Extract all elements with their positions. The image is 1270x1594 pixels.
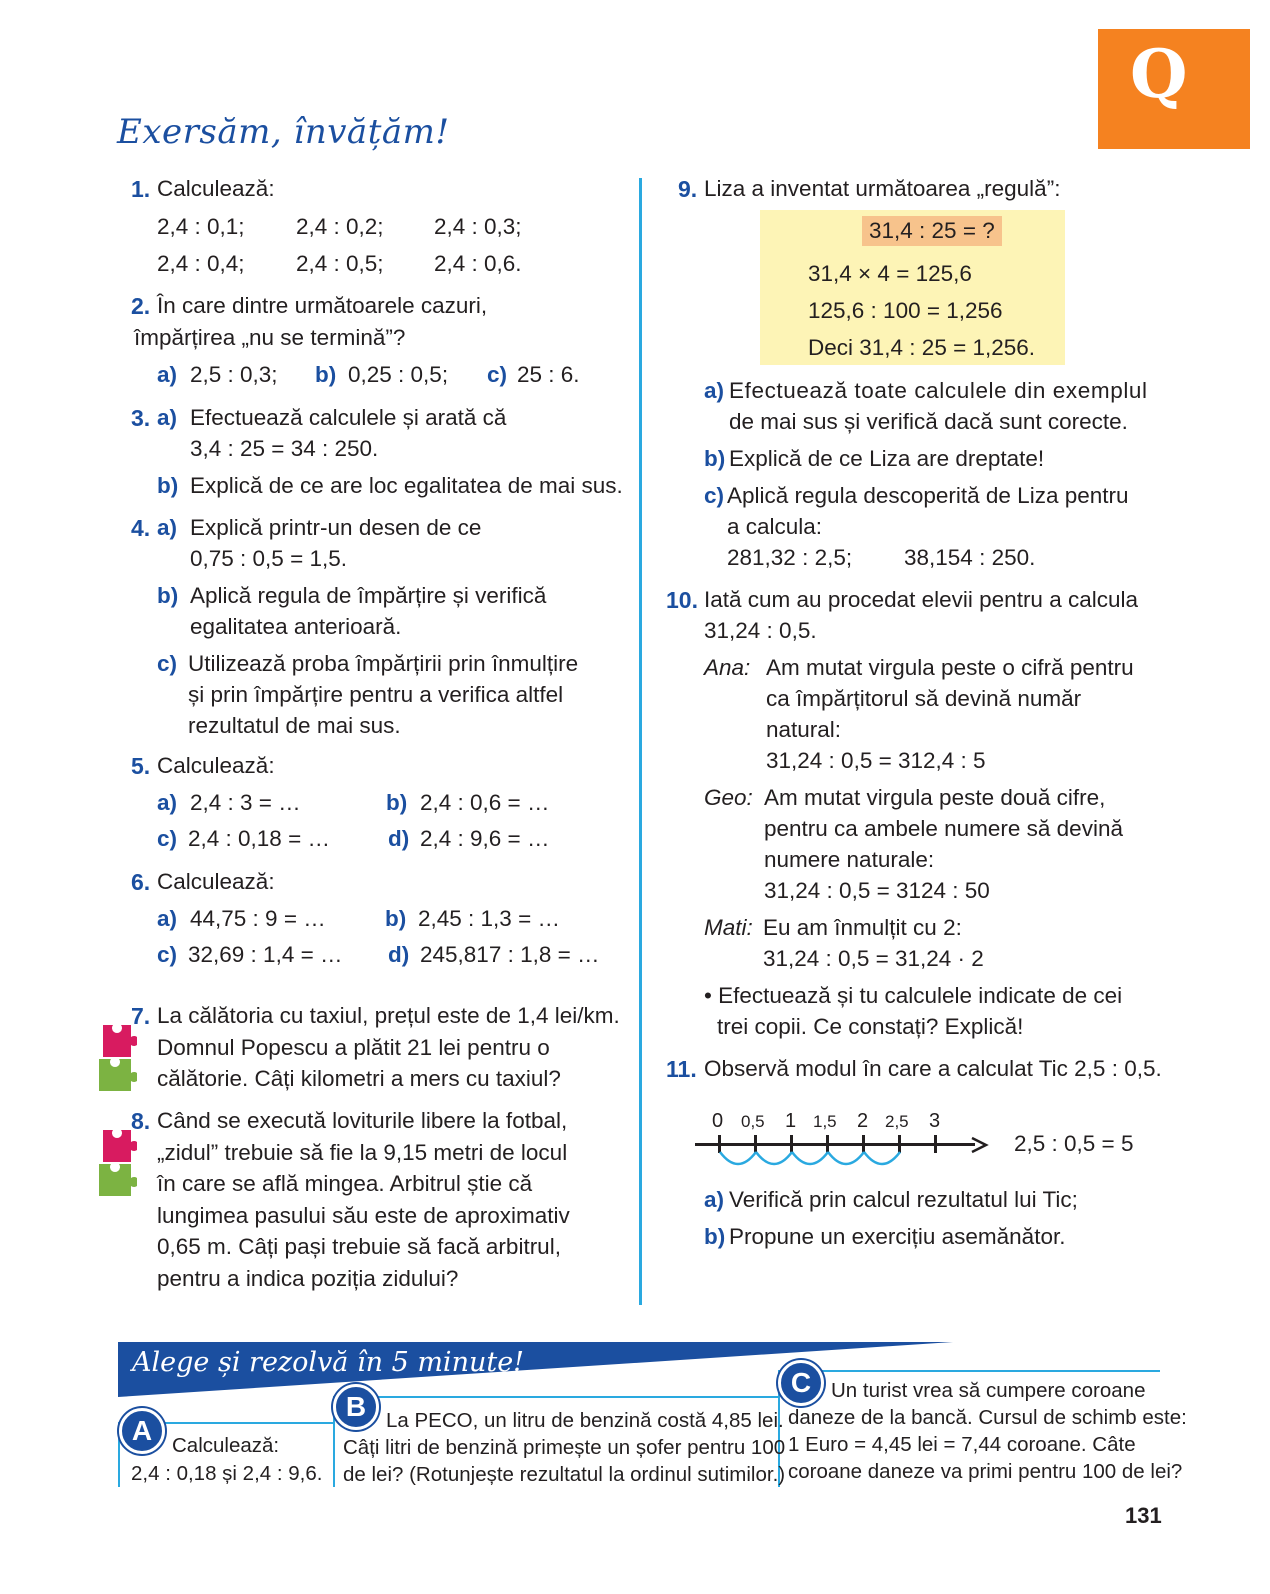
number-line-axis <box>695 1143 975 1146</box>
exercise-text: în care se află mingea. Arbitrul știe că <box>157 1171 533 1196</box>
box-b-text: La PECO, un litru de benzină costă 4,85 lei. <box>386 1409 784 1432</box>
exercise-text: pentru ca ambele numere să devină <box>764 816 1123 841</box>
calc-item: 2,4 : 0,4; <box>157 251 245 276</box>
exercise-number: 4. <box>131 515 151 541</box>
option-value: 2,4 : 3 = … <box>190 790 301 815</box>
option-label: b) <box>386 790 408 815</box>
exercise-number: 2. <box>131 293 151 319</box>
exercise-text: 31,24 : 0,5 = 3124 : 50 <box>764 878 990 903</box>
option-label: a) <box>704 378 725 403</box>
exercise-text: Liza a inventat următoarea „regulă”: <box>704 176 1061 201</box>
exercise-text: Propune un exercițiu asemănător. <box>729 1224 1066 1249</box>
tick-label: 1 <box>785 1110 797 1132</box>
option-label: b) <box>157 473 179 498</box>
exercise-text: Verifică prin calcul rezultatul lui Tic; <box>729 1187 1078 1212</box>
option-label: b) <box>385 906 407 931</box>
number-line-result: 2,5 : 0,5 = 5 <box>1014 1131 1134 1156</box>
exercise-text: călătorie. Câți kilometri a mers cu taxiul? <box>157 1066 561 1091</box>
calc-item: 2,4 : 0,1; <box>157 214 245 239</box>
option-label: c) <box>157 826 178 851</box>
exercise-text: Calculează: <box>157 869 275 894</box>
exercise-text: „zidul” trebuie să fie la 9,15 metri de locul <box>157 1140 568 1165</box>
exercise-text: 0,75 : 0,5 = 1,5. <box>190 546 347 571</box>
exercise-text: 31,24 : 0,5 = 31,24 · 2 <box>763 946 984 971</box>
box-c-text: daneze de la bancă. Cursul de schimb este: <box>788 1406 1187 1429</box>
badge-c: C <box>778 1360 824 1406</box>
exercise-number: 3. <box>131 405 151 431</box>
page-number: 131 <box>1125 1503 1162 1528</box>
box-b-top-line <box>333 1396 778 1398</box>
option-label: b) <box>704 1224 726 1249</box>
box-b-text: de lei? (Rotunjește rezultatul la ordinul sutimilor.) <box>343 1463 786 1486</box>
exercise-text: de mai sus și verifică dacă sunt corecte. <box>729 409 1128 434</box>
option-label: d) <box>388 942 410 967</box>
calc-item: 38,154 : 250. <box>904 545 1036 570</box>
option-label: a) <box>704 1187 725 1212</box>
exercise-number: 11. <box>666 1056 697 1082</box>
calc-item: 2,4 : 0,6. <box>434 251 522 276</box>
exercise-text: Aplică regula de împărțire și verifică <box>190 583 547 608</box>
section-title: Exersăm, învățăm! <box>117 112 450 152</box>
exercise-text: numere naturale: <box>764 847 935 872</box>
tick-label: 1,5 <box>813 1112 837 1131</box>
student-name: Geo: <box>704 785 753 810</box>
exercise-text: și prin împărțire pentru a verifica altfel <box>188 682 564 707</box>
exercise-text: Explică de ce Liza are dreptate! <box>729 446 1045 471</box>
option-value: 0,25 : 0,5; <box>348 362 449 387</box>
option-value: 245,817 : 1,8 = … <box>420 942 600 967</box>
calc-item: 281,32 : 2,5; <box>727 545 853 570</box>
rule-step: Deci 31,4 : 25 = 1,256. <box>808 335 1036 360</box>
option-value: 2,4 : 0,6 = … <box>420 790 550 815</box>
exercise-number: 1. <box>131 176 151 202</box>
exercise-text: Utilizează proba împărțirii prin înmulțire <box>188 651 579 676</box>
option-label: b) <box>704 446 726 471</box>
student-name: Ana: <box>704 655 751 680</box>
exercise-text: egalitatea anterioară. <box>190 614 402 639</box>
exercise-text: pentru a indica poziția zidului? <box>157 1266 459 1291</box>
option-label: a) <box>157 405 178 430</box>
exercise-text: Observă modul în care a calculat Tic 2,5 : 0,5. <box>704 1056 1162 1081</box>
badge-b: B <box>333 1384 379 1430</box>
exercise-text: În care dintre următoarele cazuri, <box>157 293 488 318</box>
rule-step: 125,6 : 100 = 1,256 <box>808 298 1003 323</box>
exercise-text: La călătoria cu taxiul, prețul este de 1,4 lei/km. <box>157 1003 620 1028</box>
calc-item: 2,4 : 0,5; <box>296 251 384 276</box>
exercise-text: natural: <box>766 717 842 742</box>
exercise-text: lungimea pasului său este de aproximativ <box>157 1203 570 1228</box>
option-label: b) <box>315 362 337 387</box>
box-c-text: 1 Euro = 4,45 lei = 7,44 coroane. Câte <box>788 1433 1136 1456</box>
exercise-text: Am mutat virgula peste o cifră pentru <box>766 655 1134 680</box>
option-value: 25 : 6. <box>517 362 580 387</box>
rule-question: 31,4 : 25 = ? <box>869 218 995 243</box>
exercise-number: 8. <box>131 1108 151 1134</box>
exercise-text: Domnul Popescu a plătit 21 lei pentru o <box>157 1035 550 1060</box>
exercise-text: Eu am înmulțit cu 2: <box>763 915 962 940</box>
box-b-text: Câți litri de benzină primește un șofer pentru 100 <box>343 1436 786 1459</box>
option-label: d) <box>388 826 410 851</box>
exercise-text: Aplică regula descoperită de Liza pentru <box>727 483 1129 508</box>
option-label: a) <box>157 790 178 815</box>
exercise-text: 0,65 m. Câți pași trebuie să facă arbitrul, <box>157 1234 561 1259</box>
option-value: 2,45 : 1,3 = … <box>418 906 560 931</box>
exercise-text: a calcula: <box>727 514 823 539</box>
exercise-text: Efectuează toate calculele din exemplul <box>729 378 1148 403</box>
exercise-text: împărțirea „nu se termină”? <box>134 325 406 350</box>
exercise-text: Explică de ce are loc egalitatea de mai sus. <box>190 473 623 498</box>
rule-step: 31,4 × 4 = 125,6 <box>808 261 972 286</box>
exercise-text: Efectuează calculele și arată că <box>190 405 507 430</box>
badge-a: A <box>119 1408 165 1454</box>
column-divider <box>639 178 642 1305</box>
exercise-text: Calculează: <box>157 753 275 778</box>
exercise-text: 3,4 : 25 = 34 : 250. <box>190 436 379 461</box>
option-label: c) <box>487 362 508 387</box>
tick-label: 2 <box>857 1110 869 1132</box>
option-value: 44,75 : 9 = … <box>190 906 326 931</box>
option-label: c) <box>157 651 178 676</box>
option-value: 32,69 : 1,4 = … <box>188 942 343 967</box>
tick-label: 0,5 <box>741 1112 765 1131</box>
exercise-number: 7. <box>131 1003 151 1029</box>
exercise-text: • Efectuează și tu calculele indicate de cei <box>704 983 1123 1008</box>
box-a-text: Calculează: <box>172 1434 280 1457</box>
chapter-corner-box <box>1098 29 1250 149</box>
exercise-text: Calculează: <box>157 176 275 201</box>
exercise-number: 9. <box>678 176 698 202</box>
exercise-text: Explică printr-un desen de ce <box>190 515 482 540</box>
exercise-number: 6. <box>131 869 151 895</box>
tick-mark <box>934 1135 937 1153</box>
exercise-text: Iată cum au procedat elevii pentru a calcula <box>704 587 1139 612</box>
banner-title: Alege și rezolvă în 5 minute! <box>132 1347 525 1378</box>
exercise-text: ca împărțitorul să devină număr <box>766 686 1082 711</box>
option-label: c) <box>157 942 178 967</box>
option-label: c) <box>704 483 725 508</box>
tick-label: 3 <box>929 1110 941 1132</box>
chapter-letter: Q <box>1130 35 1188 113</box>
tick-label: 0 <box>712 1110 724 1132</box>
option-label: b) <box>157 583 179 608</box>
option-value: 2,4 : 0,18 = … <box>188 826 330 851</box>
puzzle-icon <box>95 1128 137 1198</box>
box-c-text: Un turist vrea să cumpere coroane <box>831 1379 1146 1402</box>
option-value: 2,5 : 0,3; <box>190 362 278 387</box>
option-label: a) <box>157 906 178 931</box>
exercise-number: 5. <box>131 753 151 779</box>
student-name: Mati: <box>704 915 753 940</box>
exercise-text: Am mutat virgula peste două cifre, <box>764 785 1106 810</box>
puzzle-icon <box>95 1023 137 1093</box>
calc-item: 2,4 : 0,2; <box>296 214 384 239</box>
exercise-text: 31,24 : 0,5 = 312,4 : 5 <box>766 748 986 773</box>
arrow-right-icon <box>970 1135 990 1155</box>
exercise-text: Când se execută loviturile libere la fotbal, <box>157 1108 568 1133</box>
box-c-text: coroane daneze va primi pentru 100 de lei? <box>788 1460 1183 1483</box>
box-c-top-line <box>778 1370 1160 1372</box>
exercise-text: trei copii. Ce constați? Explică! <box>717 1014 1024 1039</box>
exercise-text: 31,24 : 0,5. <box>704 618 817 643</box>
tick-label: 2,5 <box>885 1112 909 1131</box>
box-a-text: 2,4 : 0,18 și 2,4 : 9,6. <box>131 1462 323 1485</box>
exercise-text: rezultatul de mai sus. <box>188 713 401 738</box>
option-label: a) <box>157 515 178 540</box>
option-value: 2,4 : 9,6 = … <box>420 826 550 851</box>
calc-item: 2,4 : 0,3; <box>434 214 522 239</box>
exercise-number: 10. <box>666 587 698 613</box>
option-label: a) <box>157 362 178 387</box>
jump-arcs <box>716 1150 906 1174</box>
